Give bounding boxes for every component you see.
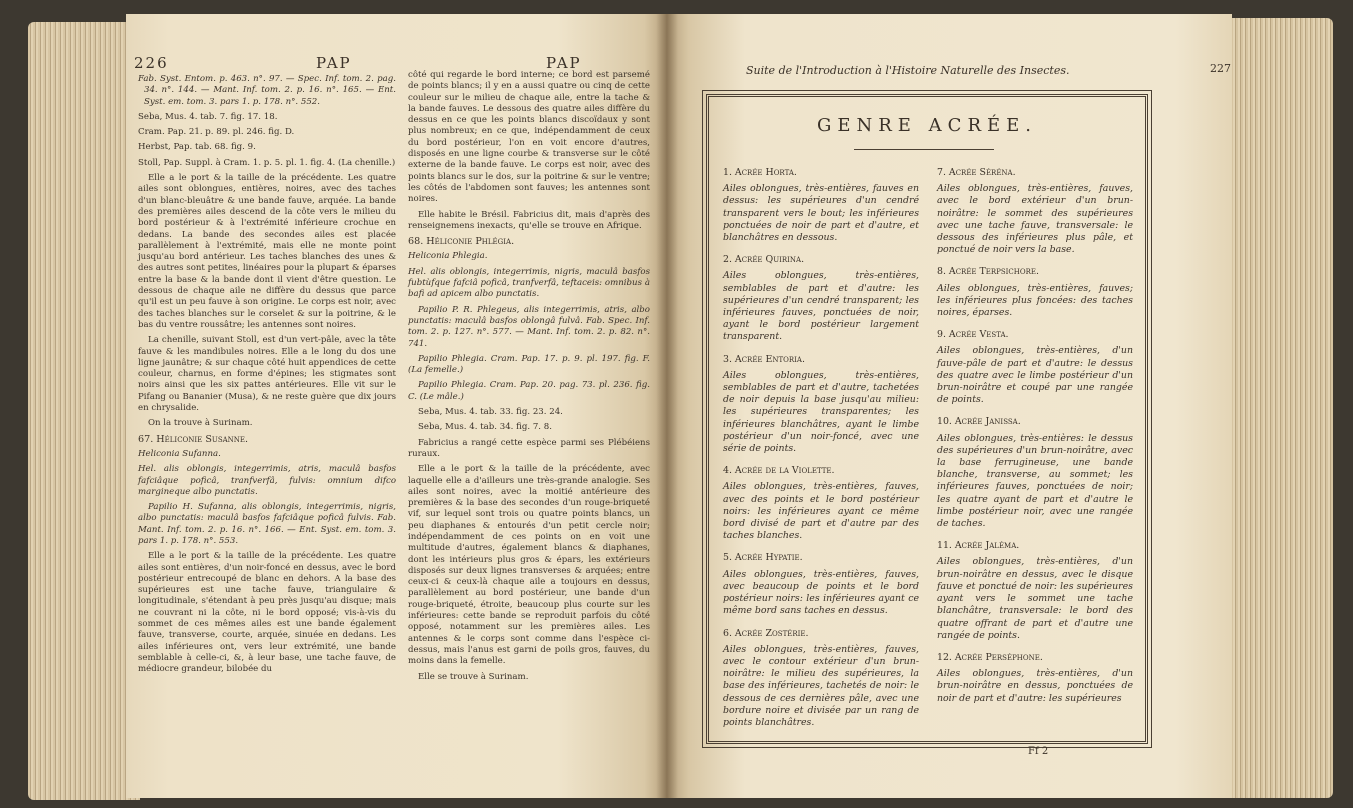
ref-cram-male: Papilio Phlegia. Cram. Pap. 20. pag. 73. pl. 236. fig. C. (Le mâle.) bbox=[408, 380, 650, 402]
entry-heading: 11. Acrée Jaléma. bbox=[937, 540, 1020, 552]
species-latin-67: Heliconia Sufanna. bbox=[138, 448, 221, 459]
synonym-67: Papilio H. Sufanna, alis oblongis, integerrimis, nigris, albo punctatis: maculâ basfos fafciâque poficâ fulvis. Fab. Mant. Inf. tom. 2. p. 16. n°. 166. — Ent. Syst. em. tom. 3. pars 1. p. 178. n°. 553. bbox=[138, 502, 396, 546]
entry-janissa bbox=[937, 416, 1133, 530]
entry-serena bbox=[937, 167, 1133, 256]
entry-description: Ailes oblongues, très-entières, d'un brun-noirâtre en dessus, ponctuées de noir de part et d'autre: les supérieures bbox=[937, 668, 1133, 704]
entry-description: Ailes oblongues, très-entières, d'un brun-noirâtre en dessus, avec le disque fauve et ponctué de noir: les supérieures ayant vers le sommet une tache blanchâtre, transversale: le bord des quatre offrant de part et d'autre une rangée de points. bbox=[937, 556, 1133, 641]
entry-heading: 9. Acrée Vesta. bbox=[937, 329, 1009, 341]
diagnosis-67: Hel. alis oblongis, integerrimis, atris, maculâ basfos fafciâque poficâ, tranfverfâ, fulvis: omnium difco margineque albo punctatis. bbox=[138, 464, 396, 497]
entry-vesta bbox=[937, 329, 1133, 406]
running-head-right: PAP bbox=[546, 54, 582, 72]
entry-terpsichore bbox=[937, 266, 1133, 319]
ref-seba-34: Seba, Mus. 4. tab. 34. fig. 7. 8. bbox=[418, 422, 552, 433]
running-head-left: PAP bbox=[316, 54, 352, 72]
entry-description: Ailes oblongues, très-entières, fauves; les inférieures plus foncées: des taches noires, éparses. bbox=[937, 282, 1133, 319]
entry-heading: 3. Acrée Entoria. bbox=[723, 353, 805, 365]
entry-description: Ailes oblongues, très-entières, fauves, avec le bord extérieur d'un brun-noirâtre: le sommet des supérieures avec une tache fauve, transversale: le dessous des inférieures plus pâle, et ponctué de noir vers la base. bbox=[937, 183, 1133, 256]
book-gutter bbox=[656, 14, 678, 798]
signature-mark: Ff 2 bbox=[1028, 746, 1049, 757]
entry-heading: 2. Acrée Quirina. bbox=[723, 254, 805, 266]
genre-column-right bbox=[937, 167, 1133, 715]
running-head-right-page: Suite de l'Introduction à l'Histoire Naturelle des Insectes. bbox=[746, 64, 1070, 77]
right-page-edges bbox=[1228, 18, 1333, 798]
paragraph-habitat: On la trouve à Surinam. bbox=[148, 418, 253, 429]
ref-fab-1: Fab. Syst. Entom. p. 463. n°. 97. — Spec. Inf. tom. 2. pag. 34. n°. 144. — Mant. Inf. tom. 2. p. 16. n°. 165. — Ent. Syst. em. tom. 3. pars 1. p. 178. n°. 552. bbox=[138, 74, 396, 107]
entry-quirina bbox=[723, 254, 919, 343]
synonym-68: Papilio P. R. Phlegeus, alis integerrimis, atris, albo punctatis: maculâ basfos oblongâ fulvâ. Fab. Spec. Inf. tom. 2. p. 127. n°. 577. — Mant. Inf. tom. 2. p. 82. n°. 741. bbox=[408, 304, 650, 349]
ref-seba-33: Seba, Mus. 4. tab. 33. fig. 23. 24. bbox=[418, 407, 563, 418]
left-column-1 bbox=[138, 74, 396, 680]
left-page-edges bbox=[28, 22, 140, 800]
habitat-67: Elle habite le Brésil. Fabricius dit, mais d'après des renseignemens inexacts, qu'elle se trouve en Afrique. bbox=[408, 209, 650, 231]
ref-seba: Seba, Mus. 4. tab. 7. fig. 17. 18. bbox=[138, 111, 278, 122]
page-number-right: 227 bbox=[1210, 62, 1231, 75]
left-column-2 bbox=[408, 70, 650, 687]
entry-entoria bbox=[723, 354, 919, 456]
note-fabricius: Fabricius a rangé cette espèce parmi ses Plébéiens ruraux. bbox=[408, 437, 650, 459]
genre-frame bbox=[706, 94, 1148, 744]
entry-jalema bbox=[937, 540, 1133, 642]
entry-zosterie bbox=[723, 628, 919, 730]
entry-persephone bbox=[937, 652, 1133, 705]
paragraph-description: Elle a le port & la taille de la précédente. Les quatre ailes sont oblongues, entières, noires, avec des taches d'un blanc-bleuâtre & une bande fauve, arquée. La bande des premières ailes descend de la côte vers le milieu du bord postérieur & à l'extrémité inférieure crochue en dedans. La bande des secondes ailes est placée parallèlement à l'extrémité, mais elle ne monte point jusqu'au bord antérieur. Les taches blanches des unes & des autres sont petites, linéaires pour la plupart & éparses entre la base & la bande dont il vient d'être question. Le dessous de chaque aile ne diffère du dessus que parce qu'il est un peu fauve à son origine. Le corps est noir, avec des taches blanches sur le corselet & sur la poitrine, & le bas du ventre roussâtre; les antennes sont noires. bbox=[138, 173, 396, 330]
entry-heading: 7. Acrée Séréna. bbox=[937, 167, 1016, 178]
title-rule bbox=[854, 149, 994, 150]
left-page bbox=[126, 14, 666, 798]
species-heading-68: 68. Héliconie Phlégia. bbox=[408, 236, 515, 248]
entry-hypatie bbox=[723, 552, 919, 617]
ref-herbst: Herbst, Pap. tab. 68. fig. 9. bbox=[138, 142, 256, 153]
open-book bbox=[28, 8, 1333, 803]
entry-heading: 5. Acrée Hypatie. bbox=[723, 552, 803, 564]
genre-title: GENRE ACRÉE. bbox=[816, 115, 1037, 136]
entry-description: Ailes oblongues, très-entières, fauves, avec le contour extérieur d'un brun-noirâtre: le milieu des supérieures, la base des inférieures, tachetés de noir: le dessous de ces dernières pâle, avec une bordure noire et divisée par un rang de points blanchâtres. bbox=[723, 643, 919, 728]
entry-description: Ailes oblongues, très-entières, d'un fauve-pâle de part et d'autre: le dessus des quatre avec le limbe postérieur d'un brun-noirâtre et coupé par une rangée de points. bbox=[937, 345, 1133, 406]
entry-description: Ailes oblongues, très-entières, semblables de part et d'autre, tachetées de noir depuis la base jusqu'au milieu: les supérieures transparentes; les inférieures blanchâtres, ayant le limbe postérieur d'un noir-foncé, avec une série de points. bbox=[723, 369, 919, 455]
entry-heading: 1. Acrée Horta. bbox=[723, 167, 797, 178]
entry-heading: 8. Acrée Terpsichore. bbox=[937, 266, 1039, 278]
description-67: Elle a le port & la taille de la précédente. Les quatre ailes sont entières, d'un noir-foncé en dessus, avec le bord postérieur entrecoupé de blanc en dehors. A la base des supérieures est une tache fauve, triangulaire & longitudinale, s'étendant à peu près jusqu'au disque; mais ne couvrant ni la côte, ni le bord opposé; vis-à-vis du sommet de ces mêmes ailes est une bande également fauve, transverse, courte, arquée, sinuée en dedans. Les ailes inférieures ont, vers leur extrémité, une bande semblable à celle-ci, &, à leur base, une tache fauve, de médiocre grandeur, bilobée du bbox=[138, 551, 396, 675]
entry-heading: 4. Acrée de la Violette. bbox=[723, 465, 835, 477]
page-number-left: 226 bbox=[134, 54, 169, 72]
diagnosis-68: Hel. alis oblongis, integerrimis, nigris, maculâ basfos fubtùfque fafciâ poficâ, tranfverfâ, teftaceis: omnibus à bafi ad apicem albo punctatis. bbox=[408, 266, 650, 300]
entry-horta bbox=[723, 167, 919, 244]
continuation-67: côté qui regarde le bord interne; ce bord est parsemé de points blancs; il y en a aussi quatre ou cinq de cette couleur sur le milieu de chaque aile, entre la tache & la bande fauves. Le dessous des quatre ailes diffère du dessus en ce que les points blancs discoïdaux y sont plus nombreux; en ce que, indépendamment de ceux du bord postérieur, l'on en voit encore d'autres, disposés en une ligne courbe & transverse sur le côté externe de la bande fauve. Le corps est noir, avec des points blancs sur le dos, sur la poitrine & sur le ventre; les côtés de l'abdomen sont fauves; les antennes sont noires. bbox=[408, 70, 650, 205]
species-latin-68: Heliconia Phlegia. bbox=[408, 251, 488, 262]
entry-heading: 10. Acrée Janissa. bbox=[937, 416, 1021, 428]
entry-violette bbox=[723, 465, 919, 542]
habitat-68: Elle se trouve à Surinam. bbox=[418, 671, 529, 682]
entry-description: Ailes oblongues, très-entières, fauves, avec beaucoup de points et le bord postérieur noirs: les inférieures ayant ce même bord sans taches en dessus. bbox=[723, 568, 919, 617]
entry-description: Ailes oblongues, très-entières, fauves, avec des points et le bord postérieur noirs: les inférieures ayant ce même bord divisé de part et d'autre par des taches blanches. bbox=[723, 481, 919, 542]
species-heading-67: 67. Héliconie Susanne. bbox=[138, 433, 249, 445]
ref-cram: Cram. Pap. 21. p. 89. pl. 246. fig. D. bbox=[138, 127, 295, 138]
description-68: Elle a le port & la taille de la précédente, avec laquelle elle a d'ailleurs une très-grande analogie. Ses ailes sont noires, avec la moitié antérieure des premières & la base des secondes d'un rouge-briqueté vif, sur lequel sont trois ou quatre points blancs, un peu diaphanes & entourés d'un petit cercle noir; indépendamment de ces points on en voit une multitude d'autres, également blancs & diaphanes, dont les intérieurs plus gros & épars, les extérieurs disposés sur deux lignes transverses & arquées; entre ceux-ci & ceux-là chaque aile a toujours en dessus, parallèlement au bord postérieur, une bande d'un rouge-briqueté, étroite, beaucoup plus courte sur les inférieures: cette bande se reproduit parfois du côté opposé, notamment sur les premières ailes. Les antennes & le corps sont comme dans l'espèce ci-dessus, mais l'anus est garni de poils gros, fauves, du moins dans la femelle. bbox=[408, 464, 650, 667]
entry-description: Ailes oblongues, très-entières, fauves en dessus: les supérieures d'un cendré transparent vers le bout; les inférieures ponctuées de noir de part et d'autre, et blanchâtres en dessous. bbox=[723, 183, 919, 244]
paragraph-caterpillar: La chenille, suivant Stoll, est d'un vert-pâle, avec la tête fauve & les mandibules noires. Elle a le long du dos une ligne jaunâtre; & sur chaque côté huit appendices de cette couleur, charnus, en forme d'épines; les stigmates sont noirs ainsi que les six pattes antérieures. Elle vit sur le Pifang ou Bananier (Musa), & ne reste guère que dix jours en chrysalide. bbox=[138, 335, 396, 414]
entry-heading: 6. Acrée Zostérie. bbox=[723, 627, 809, 639]
entry-description: Ailes oblongues, très-entières: le dessus des supérieures d'un brun-noirâtre, avec la base ferrugineuse, une bande blanche, transverse, au sommet; les inférieures fauves, ponctuées de noir; les quatre ayant de part et d'autre le limbe postérieur noir, avec une rangée de taches. bbox=[937, 432, 1133, 530]
entry-heading: 12. Acrée Perséphone. bbox=[937, 651, 1043, 663]
genre-column-left bbox=[723, 167, 919, 739]
ref-stoll: Stoll, Pap. Suppl. à Cram. 1. p. 5. pl. 1. fig. 4. (La chenille.) bbox=[138, 157, 396, 168]
entry-description: Ailes oblongues, très-entières, semblables de part et d'autre: les supérieures d'un cendré transparent; les inférieures fauves, ponctuées de noir, ayant le bord postérieur largement transparent. bbox=[723, 270, 919, 343]
ref-cram-female: Papilio Phlegia. Cram. Pap. 17. p. 9. pl. 197. fig. F. (La femelle.) bbox=[408, 353, 650, 376]
